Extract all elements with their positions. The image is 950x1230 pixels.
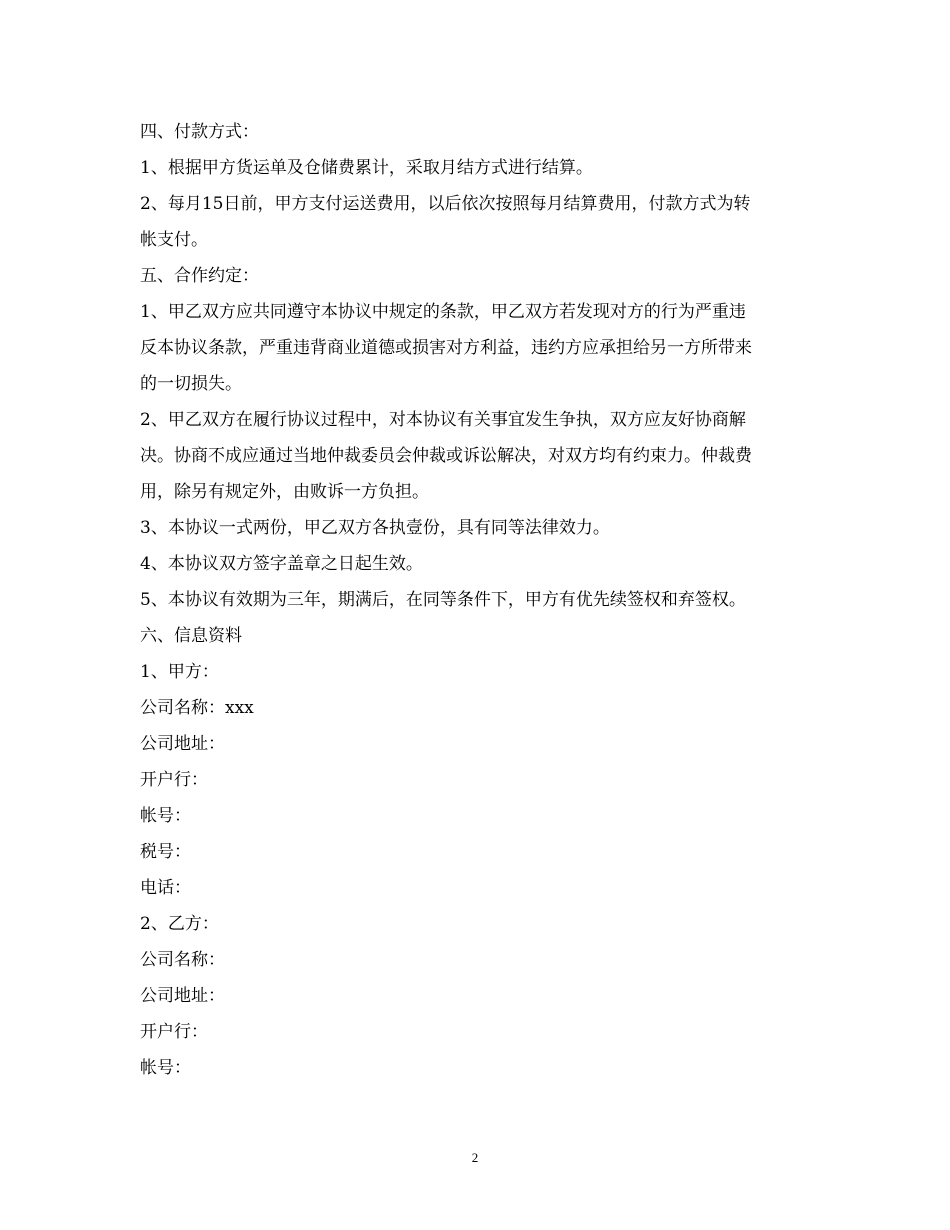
cooperation-clause-4: 4、本协议双方签字盖章之日起生效。 bbox=[140, 554, 423, 574]
party-b-heading: 2、乙方： bbox=[140, 914, 219, 934]
party-a-account: 帐号： bbox=[140, 806, 191, 826]
section-heading-payment: 四、付款方式： bbox=[140, 122, 259, 142]
party-a-heading: 1、甲方： bbox=[140, 662, 219, 682]
payment-clause-2-cont: 帐支付。 bbox=[140, 230, 208, 250]
party-a-bank: 开户行： bbox=[140, 770, 208, 790]
cooperation-clause-1: 1、甲乙双方应共同遵守本协议中规定的条款，甲乙双方若发现对方的行为严重违 bbox=[140, 302, 746, 322]
cooperation-clause-2-cont: 决。协商不成应通过当地仲裁委员会仲裁或诉讼解决，对双方均有约束力。仲裁费 bbox=[140, 446, 752, 466]
cooperation-clause-1-cont: 的一切损失。 bbox=[140, 374, 242, 394]
document-body bbox=[140, 114, 830, 1086]
cooperation-clause-3: 3、本协议一式两份，甲乙双方各执壹份，具有同等法律效力。 bbox=[140, 518, 610, 538]
cooperation-clause-2-cont: 用，除另有规定外，由败诉一方负担。 bbox=[140, 482, 429, 502]
party-b-company-address: 公司地址： bbox=[140, 986, 225, 1006]
party-b-account: 帐号： bbox=[140, 1058, 191, 1078]
cooperation-clause-1-cont: 反本协议条款，严重违背商业道德或损害对方利益，违约方应承担给另一方所带来 bbox=[140, 338, 752, 358]
party-b-bank: 开户行： bbox=[140, 1022, 208, 1042]
party-b-company-name: 公司名称： bbox=[140, 950, 225, 970]
party-a-company-name: 公司名称：xxx bbox=[140, 698, 254, 718]
payment-clause-2: 2、每月15日前，甲方支付运送费用，以后依次按照每月结算费用，付款方式为转 bbox=[140, 194, 751, 214]
payment-clause-1: 1、根据甲方货运单及仓储费累计，采取月结方式进行结算。 bbox=[140, 158, 593, 178]
cooperation-clause-2: 2、甲乙双方在履行协议过程中，对本协议有关事宜发生争执，双方应友好协商解 bbox=[140, 410, 746, 430]
cooperation-clause-5: 5、本协议有效期为三年，期满后，在同等条件下，甲方有优先续签权和弃签权。 bbox=[140, 590, 746, 610]
party-a-tax-id: 税号： bbox=[140, 842, 191, 862]
party-a-phone: 电话： bbox=[140, 878, 191, 898]
party-a-company-address: 公司地址： bbox=[140, 734, 225, 754]
page-number: 2 bbox=[471, 1150, 479, 1165]
section-heading-cooperation: 五、合作约定： bbox=[140, 266, 259, 286]
section-heading-info: 六、信息资料 bbox=[140, 626, 242, 646]
